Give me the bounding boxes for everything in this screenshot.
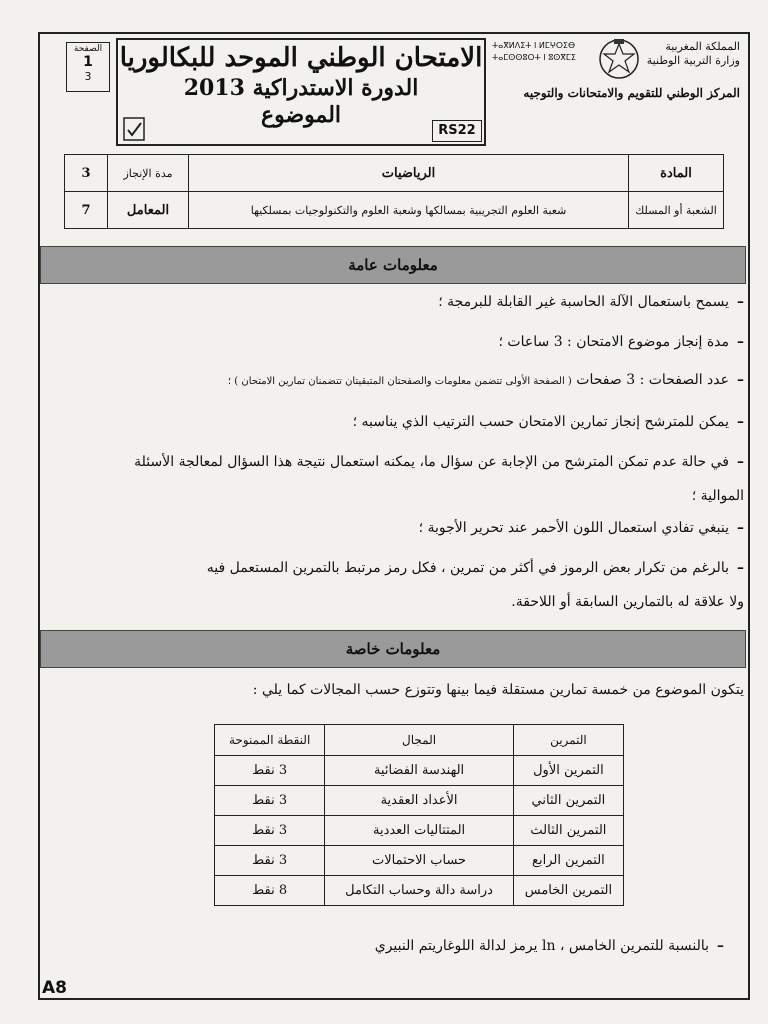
exercise-cell: التمرين الثالث [513,816,623,846]
col-exercise: التمرين [513,725,623,756]
page-number: 1 [83,54,93,70]
domain-cell: المتتاليات العددية [325,816,514,846]
table-row [215,756,624,786]
coefficient-value: 7 [65,192,108,229]
domain-cell: الهندسة الفضائية [325,756,514,786]
general-item-4: –يمكن للمترشح إنجاز تمارين الامتحان حسب الترتيب الذي يناسبه ؛ [352,414,744,430]
table-row [215,786,624,816]
specific-info-heading: معلومات خاصة [40,630,746,668]
points-cell: 8 نقط [215,876,325,906]
general-item-7: –بالرغم من تكرار بعض الرموز في أكثر من تمرين ، فكل رمز مرتبط بالتمرين المستعمل فيه [206,560,744,576]
exercise5-note: –بالنسبة للتمرين الخامس ، ln يرمز لدالة اللوغاريتم النبيري [374,938,724,954]
kingdom-name: المملكة المغربية [665,40,740,53]
duration-value: 3 [65,155,108,192]
points-cell: 3 نقط [215,846,325,876]
ministry-of-education: وزارة التربية الوطنية [646,54,740,67]
subject-label: المادة [629,155,724,192]
general-item-5: –في حالة عدم تمكن المترشح من الإجابة عن سؤال ما، يمكنه استعمال نتيجة هذا السؤال لمعالجة الأسئلة [134,454,744,470]
points-cell: 3 نقط [215,786,325,816]
exam-session: الدورة الاستدراكية 2013 [183,75,419,101]
table-row [215,846,624,876]
col-domain: المجال [325,725,514,756]
table-row [215,876,624,906]
general-item-3: –عدد الصفحات : 3 صفحات ( الصفحة الأولى تتضمن معلومات والصفحتان المتبقيتان تتضمنان تمارين الامتحان ) ؛ [227,372,744,388]
exercise-cell: التمرين الثاني [513,786,623,816]
ministry-tifinagh: ⵜⴰⴳⵍⴷⵉⵜ ⵏ ⵍⵎⵖⵔⵉⴱ ⵜⴰⵎⵙⵙⵓⵔⵜ ⵏ ⵓⵙⴳⵎⵉ [492,41,576,62]
general-item-6: –ينبغي تفادي استعمال اللون الأحمر عند تحرير الأجوبة ؛ [418,520,744,536]
domain-cell: الأعداد العقدية [325,786,514,816]
page-counter-box [66,42,110,92]
coefficient-label: المعامل [108,192,189,229]
duration-label: مدة الإنجاز [108,155,189,192]
domain-cell: حساب الاحتمالات [325,846,514,876]
exam-code: RS22 [432,120,482,142]
specific-intro: يتكون الموضوع من خمسة تمارين مستقلة فيما بينها وتتوزع حسب المجالات كما يلي : [252,682,744,698]
ministry-header [492,36,746,116]
table-header-row [215,725,624,756]
exercise-cell: التمرين الرابع [513,846,623,876]
points-cell: 3 نقط [215,816,325,846]
exam-title: الامتحان الوطني الموحد للبكالوريا [119,43,483,73]
ministry-name [647,40,740,68]
subject-info-table [64,154,724,229]
branch-value: شعبة العلوم التجريبية بمسالكها وشعبة العلوم والتكنولوجيات بمسلكيها [189,192,629,229]
general-item-5-cont: الموالية ؛ [691,488,744,504]
coat-of-arms-icon [596,36,642,82]
exercise-cell: التمرين الخامس [513,876,623,906]
col-points: النقطة الممنوحة [215,725,325,756]
page-total: 3 [84,70,92,83]
exercise-distribution-table [214,724,624,906]
subject-value: الرياضيات [189,155,629,192]
general-info-heading: معلومات عامة [40,246,746,284]
stamp-mark-icon [122,116,146,142]
general-item-7-cont: ولا علاقة له بالتمارين السابقة أو اللاحقة. [511,594,744,610]
page-label: الصفحة [73,44,103,54]
exam-center-name: المركز الوطني للتقويم والامتحانات والتوجيه [523,86,740,100]
general-item-2: –مدة إنجاز موضوع الامتحان : 3 ساعات ؛ [498,334,744,350]
general-item-1: –يسمح باستعمال الآلة الحاسبة غير القابلة للبرمجة ؛ [438,294,744,310]
footer-mark: A8 [42,978,67,998]
domain-cell: دراسة دالة وحساب التكامل [325,876,514,906]
exercise-cell: التمرين الأول [513,756,623,786]
points-cell: 3 نقط [215,756,325,786]
table-row [215,816,624,846]
exam-title-box [116,38,486,146]
exam-subject-heading: الموضوع [260,102,342,128]
pages-note: ( الصفحة الأولى تتضمن معلومات والصفحتان المتبقيتان تتضمنان تمارين الامتحان ) ؛ [227,376,572,387]
branch-label: الشعبة أو المسلك [629,192,724,229]
